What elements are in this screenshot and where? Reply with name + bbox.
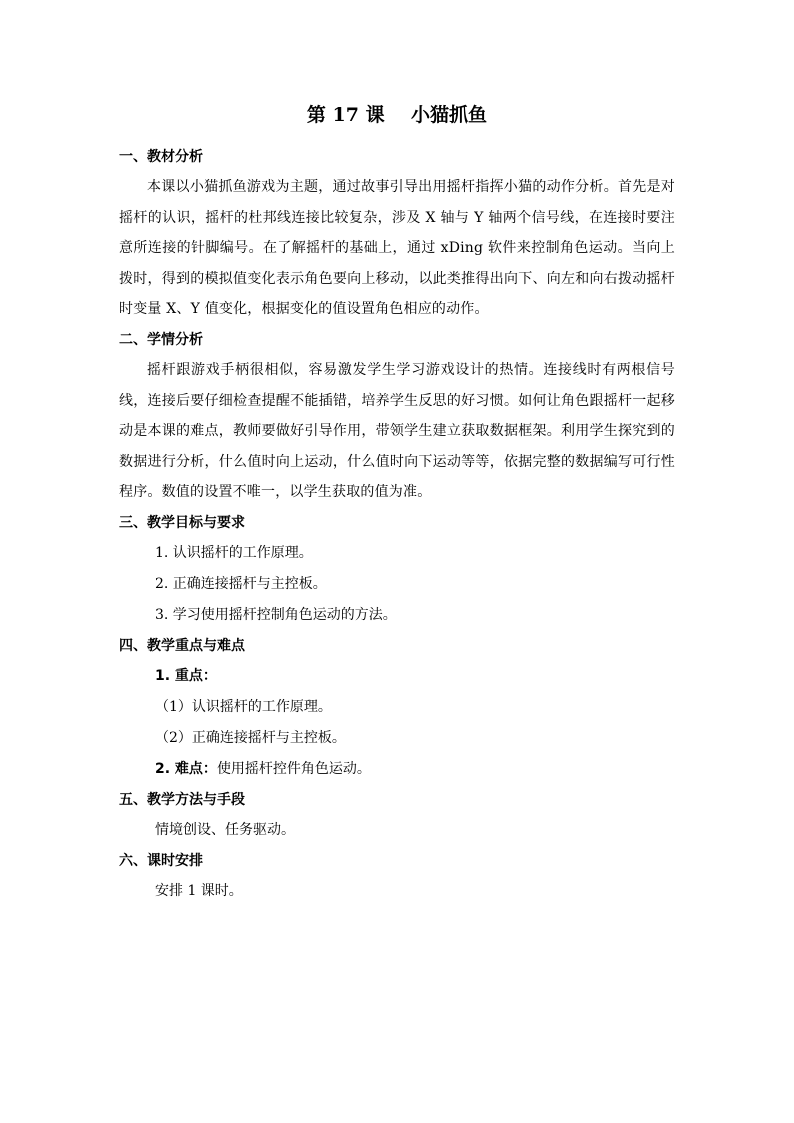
goal-item: 1. 认识摇杆的工作原理。 bbox=[155, 544, 313, 561]
section-student-analysis bbox=[119, 325, 675, 508]
methods-text: 情境创设、任务驱动。 bbox=[155, 821, 295, 838]
section-heading: 六、课时安排 bbox=[119, 852, 203, 869]
section-teaching-goals bbox=[119, 508, 675, 631]
class-hours-text: 安排 1 课时。 bbox=[155, 882, 243, 899]
section-heading: 四、教学重点与难点 bbox=[119, 637, 245, 654]
document-page bbox=[119, 100, 675, 907]
difficulty-row bbox=[119, 754, 675, 785]
section-heading: 三、教学目标与要求 bbox=[119, 514, 245, 531]
section-heading: 二、学情分析 bbox=[119, 331, 203, 348]
difficulty-label: 2. 难点： bbox=[155, 760, 217, 777]
section-heading: 五、教学方法与手段 bbox=[119, 791, 245, 808]
section-class-hours bbox=[119, 846, 675, 907]
key-point-label: 1. 重点： bbox=[155, 667, 217, 684]
key-point-item: （1）认识摇杆的工作原理。 bbox=[155, 698, 332, 715]
difficulty-text: 使用摇杆控件角色运动。 bbox=[216, 760, 371, 777]
page-title: 第 17 课 小猫抓鱼 bbox=[306, 104, 488, 126]
section-paragraph: 本课以小猫抓鱼游戏为主题，通过故事引导出用摇杆指挥小猫的动作分析。首先是对摇杆的认识，摇杆的杜邦线连接比较复杂，涉及 X 轴与 Y 轴两个信号线，在连接时要注意所连接的针脚编号。在了解摇杆的基础上，通过 xDing 软件来控制角色运动。当向上拨时，得到的模拟值变化表示角色要向上移动，以此类推得出向下、向左和向右拨动摇杆时变量 X、Y 值变化，根据变化的值设置角色相应的动作。 bbox=[119, 179, 675, 318]
goal-item: 3. 学习使用摇杆控制角色运动的方法。 bbox=[155, 606, 397, 623]
section-teaching-methods bbox=[119, 785, 675, 846]
key-point-row bbox=[119, 661, 675, 692]
section-key-difficult-points bbox=[119, 631, 675, 785]
key-point-item: （2）正确连接摇杆与主控板。 bbox=[155, 729, 346, 746]
section-textbook-analysis bbox=[119, 142, 675, 325]
goal-item: 2. 正确连接摇杆与主控板。 bbox=[155, 575, 327, 592]
section-heading: 一、教材分析 bbox=[119, 149, 203, 165]
section-paragraph: 摇杆跟游戏手柄很相似，容易激发学生学习游戏设计的热情。连接线时有两根信号线，连接后要仔细检查提醒不能插错，培养学生反思的好习惯。如何让角色跟摇杆一起移动是本课的难点，教师要做好引导作用，带领学生建立获取数据框架。利用学生探究到的数据进行分析，什么值时向上运动，什么值时向下运动等等，依据完整的数据编写可行性程序。数值的设置不唯一，以学生获取的值为准。 bbox=[119, 361, 675, 501]
